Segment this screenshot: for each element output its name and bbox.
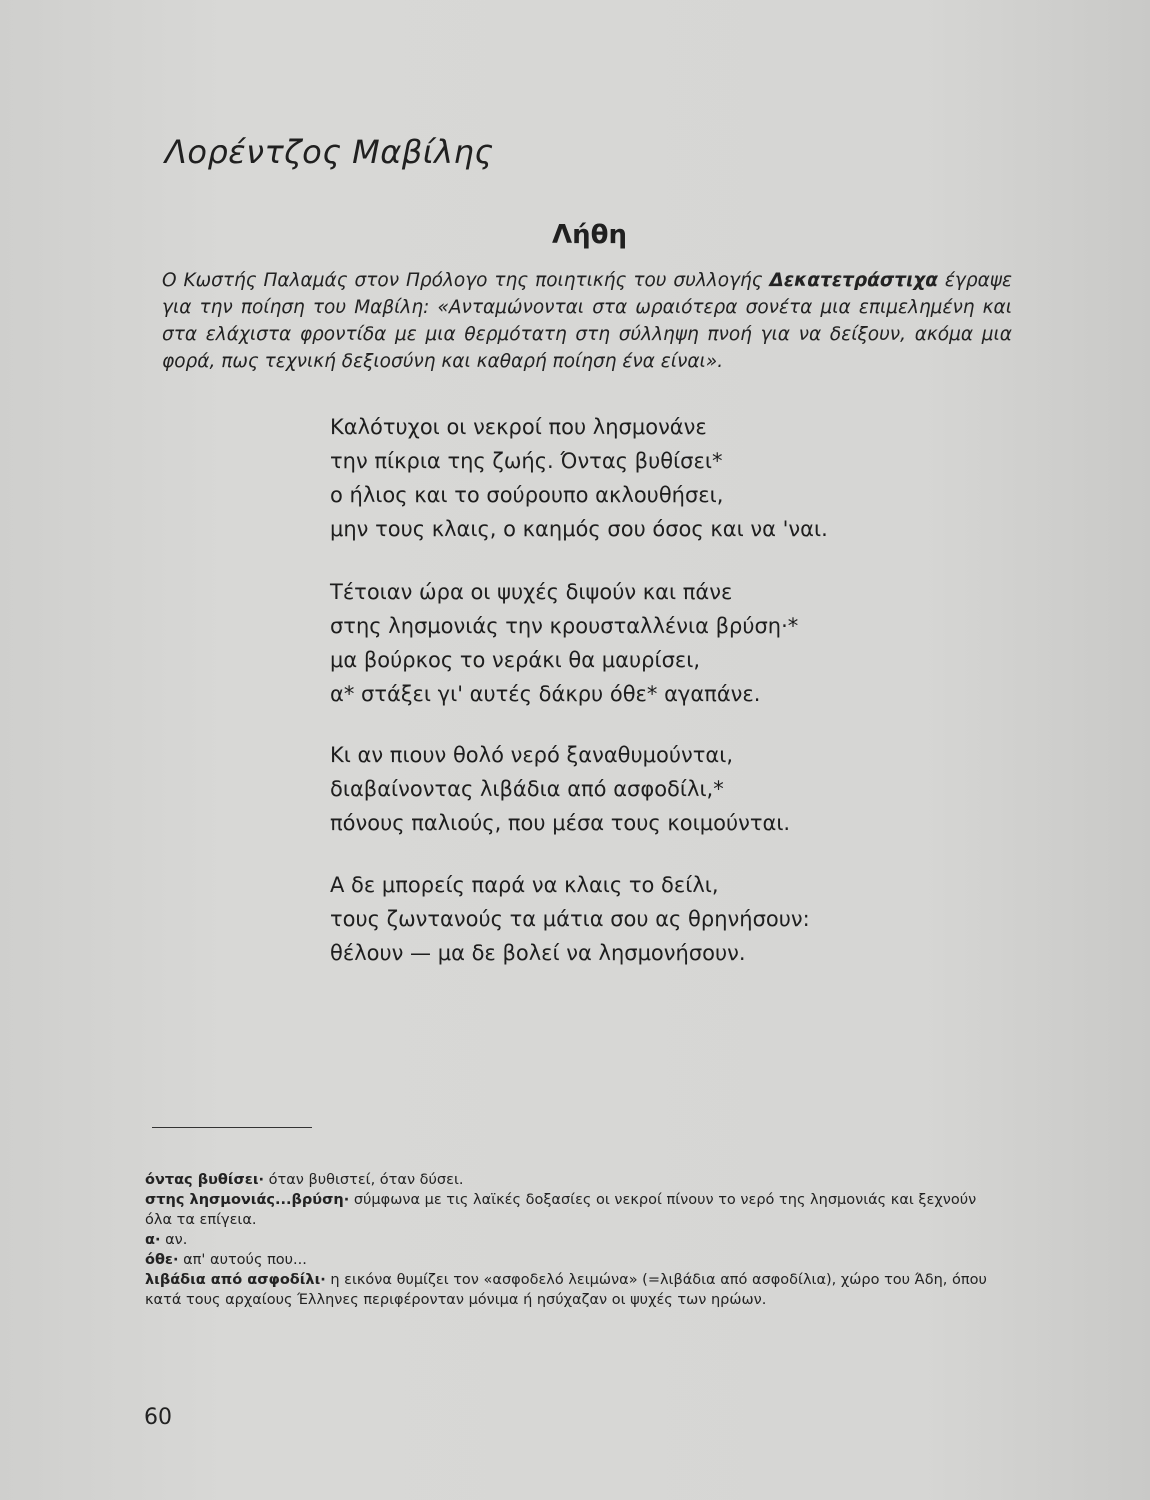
poem-line: Α δε μπορείς παρά να κλαις το δείλι, [330, 873, 719, 897]
footnote-term: α· [145, 1232, 161, 1248]
footnote [145, 1270, 995, 1310]
poem-line: μα βούρκος το νεράκι θα μαυρίσει, [330, 648, 701, 672]
footnote [145, 1190, 995, 1230]
footnote-text: απ' αυτούς που... [178, 1252, 307, 1268]
footnote-term: στης λησμονιάς...βρύση· [145, 1192, 350, 1208]
poem-line: Τέτοιαν ώρα οι ψυχές διψούν και πάνε [330, 580, 733, 604]
poem-line: διαβαίνοντας λιβάδια από ασφοδίλι,* [330, 777, 724, 801]
author-name: Λορέντζος Μαβίλης [165, 133, 494, 172]
intro-paragraph [162, 267, 1012, 375]
stanza-4 [330, 868, 810, 970]
footnote-text: αν. [160, 1232, 188, 1248]
poem-line: θέλουν — μα δε βολεί να λησμονήσουν. [330, 941, 746, 965]
collection-title: Δεκατετράστιχα [769, 269, 938, 291]
footnote-text: η εικόνα θυμίζει τον «ασφοδελό λειμώνα» (=λιβάδια από ασφοδίλια), χώρο του Άδη, όπου κατά τους αρχαίους Έλληνες περιφέρονταν μόνιμα ή ησύχαζαν οι ψυχές των ηρώων. [145, 1272, 987, 1308]
poem-line: την πίκρια της ζωής. Όντας βυθίσει* [330, 449, 723, 473]
intro-text-start: Ο Κωστής Παλαμάς στον Πρόλογο της ποιητικής του συλλογής [162, 269, 770, 291]
poem-line: α* στάξει γι' αυτές δάκρυ όθε* αγαπάνε. [330, 682, 761, 706]
footnotes [145, 1170, 995, 1310]
footnote-term: όθε· [145, 1252, 179, 1268]
footnote-text: σύμφωνα με τις λαϊκές δοξασίες οι νεκροί πίνουν το νερό της λησμονιάς και ξεχνούν όλα τα επίγεια. [145, 1192, 977, 1228]
poem-line: Καλότυχοι οι νεκροί που λησμονάνε [330, 415, 707, 439]
page-number: 60 [144, 1405, 172, 1430]
poem-line: ο ήλιος και το σούρουπο ακλουθήσει, [330, 483, 724, 507]
footnote-text: όταν βυθιστεί, όταν δύσει. [264, 1172, 464, 1188]
poem-line: μην τους κλαις, ο καημός σου όσος και να 'ναι. [330, 517, 828, 541]
poem-line: τους ζωντανούς τα μάτια σου ας θρηνήσουν: [330, 907, 810, 931]
footnote [145, 1170, 995, 1190]
poem-line: πόνους παλιούς, που μέσα τους κοιμούνται. [330, 811, 791, 835]
poem-line: Κι αν πιουν θολό νερό ξαναθυμούνται, [330, 743, 734, 767]
footnote-term: όντας βυθίσει· [145, 1172, 265, 1188]
intro-text-end: έγραψε για την ποίηση του Μαβίλη: «Ανταμώνονται στα ωραιότερα σονέτα μια επιμελημένη και στα ελάχιστα φροντίδα με μια θερμότατη στη σύλληψη πνοή για να δείξουν, ακόμα μια φορά, πως τεχνική δεξιοσύνη και καθαρή ποίηση ένα είναι». [162, 269, 1012, 372]
footnote [145, 1230, 995, 1250]
footnote-divider [152, 1127, 312, 1128]
poem-line: στης λησμονιάς την κρουσταλλένια βρύση·* [330, 614, 799, 638]
footnote [145, 1250, 995, 1270]
footnote-term: λιβάδια από ασφοδίλι· [145, 1272, 326, 1288]
stanza-1 [330, 410, 828, 546]
stanza-3 [330, 738, 790, 840]
poem-title: Λήθη [552, 219, 628, 250]
stanza-2 [330, 575, 798, 711]
